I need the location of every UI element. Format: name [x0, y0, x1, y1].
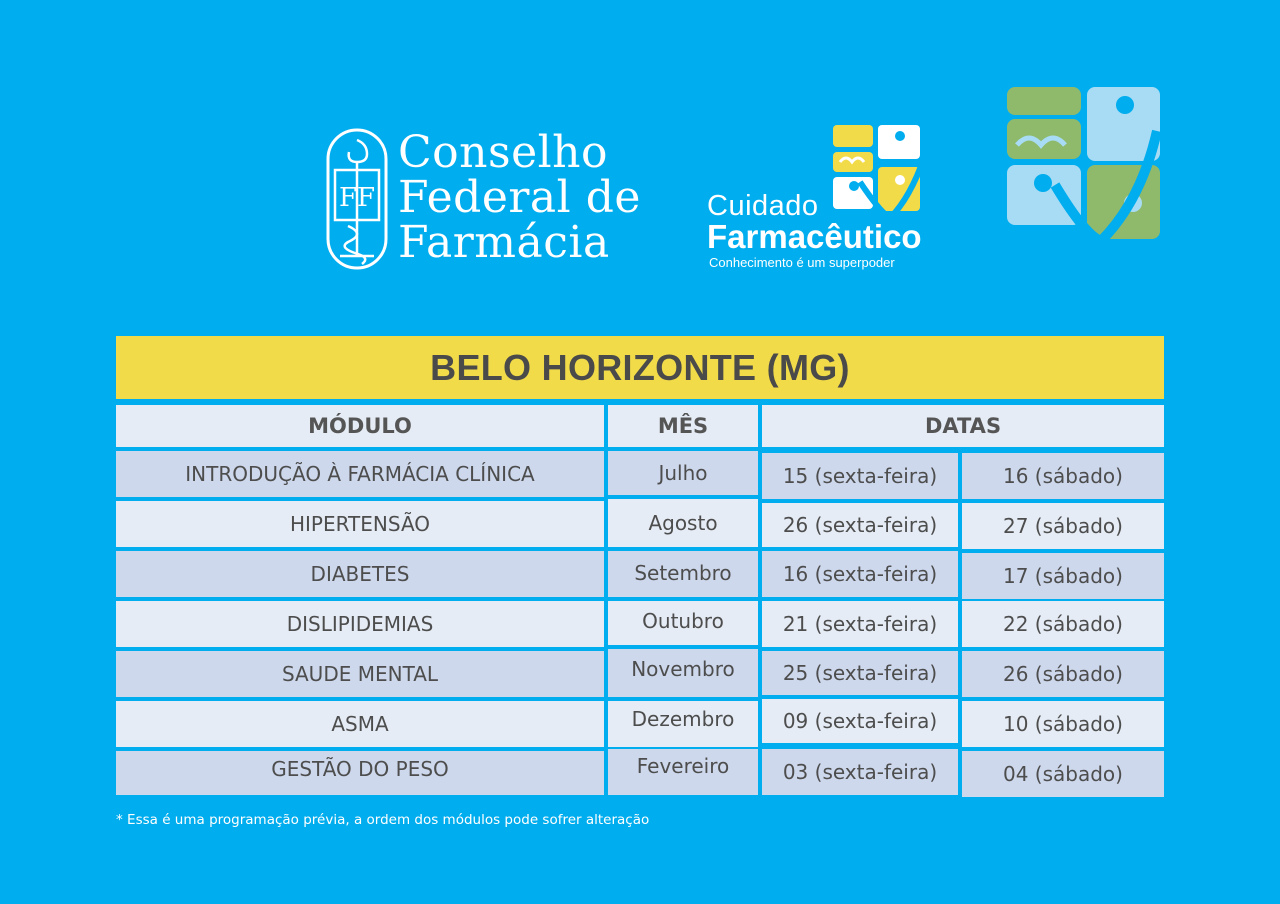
header-month — [608, 405, 758, 447]
table-row-date1: 21 (sexta-feira) — [782, 612, 938, 636]
table-row-date2: 27 (sábado) — [1003, 514, 1123, 538]
cff-line-3: Farmácia — [398, 217, 610, 268]
table-row-month: Dezembro — [631, 707, 735, 731]
table-row-month: Setembro — [634, 561, 732, 585]
header-module-label: MÓDULO — [308, 414, 412, 438]
table-row-month: Julho — [658, 461, 708, 485]
row-4-month — [608, 649, 758, 697]
table-row-date1: 03 (sexta-feira) — [782, 760, 938, 784]
table-row-date1: 16 (sexta-feira) — [782, 562, 938, 586]
row-6-date2 — [962, 751, 1164, 797]
row-0-module — [116, 451, 604, 497]
header-dates — [762, 405, 1164, 447]
cf-tagline: Conhecimento é um superpoder — [709, 255, 895, 270]
city-title-bar — [116, 336, 1164, 399]
row-4-date2 — [962, 651, 1164, 697]
table-row-date2: 10 (sábado) — [1003, 712, 1123, 736]
table-row-date2: 26 (sábado) — [1003, 662, 1123, 686]
table-row-module: GESTÃO DO PESO — [271, 757, 449, 781]
row-0-month — [608, 451, 758, 495]
row-3-date1 — [762, 601, 958, 647]
table-row-module: INTRODUÇÃO À FARMÁCIA CLÍNICA — [185, 462, 535, 486]
row-2-date1 — [762, 551, 958, 597]
row-5-date1 — [762, 699, 958, 743]
table-row-month: Agosto — [648, 511, 718, 535]
cff-line-1: Conselho — [398, 127, 609, 178]
row-3-month — [608, 601, 758, 645]
heart-mosaic-icon — [1005, 85, 1162, 242]
table-row-month: Novembro — [631, 657, 735, 681]
header-month-label: MÊS — [657, 414, 709, 438]
table-row-date1: 26 (sexta-feira) — [782, 513, 938, 537]
cff-logo — [326, 127, 641, 273]
header-module — [116, 405, 604, 447]
row-2-month — [608, 551, 758, 597]
row-6-date1 — [762, 749, 958, 795]
row-4-date1 — [762, 651, 958, 695]
city-title: BELO HORIZONTE (MG) — [430, 346, 850, 388]
table-row-date2: 04 (sábado) — [1003, 762, 1123, 786]
table-row-date2: 22 (sábado) — [1003, 612, 1123, 636]
row-6-month — [608, 749, 758, 795]
row-3-date2 — [962, 601, 1164, 647]
row-4-module — [116, 651, 604, 697]
cf-line-1: Cuidado — [707, 190, 819, 222]
heart-people-icon — [830, 122, 930, 222]
table-row-date1: 09 (sexta-feira) — [782, 709, 938, 733]
row-0-date2 — [962, 453, 1164, 499]
row-5-module — [116, 701, 604, 747]
table-row-month: Fevereiro — [636, 754, 730, 778]
row-6-module — [116, 751, 604, 795]
footnote: * Essa é uma programação prévia, a ordem dos módulos pode sofrer alteração — [116, 812, 650, 828]
row-1-month — [608, 499, 758, 547]
row-5-date2 — [962, 701, 1164, 747]
row-1-date1 — [762, 503, 958, 547]
table-row-date2: 16 (sábado) — [1003, 464, 1123, 488]
row-2-date2 — [962, 553, 1164, 599]
row-0-date1 — [762, 453, 958, 499]
cff-wordmark — [398, 127, 641, 268]
row-3-module — [116, 601, 604, 647]
table-row-module: HIPERTENSÃO — [289, 512, 431, 536]
cff-line-2: Federal de — [398, 172, 641, 223]
row-1-date2 — [962, 503, 1164, 549]
table-row-module: SAUDE MENTAL — [281, 662, 439, 686]
cff-emblem-icon — [326, 128, 388, 270]
table-row-module: DIABETES — [310, 562, 410, 586]
table-row-date1: 25 (sexta-feira) — [782, 661, 938, 685]
table-row-module: ASMA — [331, 712, 389, 736]
row-2-module — [116, 551, 604, 597]
header-dates-label: DATAS — [924, 414, 1002, 438]
cuidado-farmaceutico-logo — [705, 122, 935, 272]
cf-line-2: Farmacêutico — [707, 218, 922, 255]
row-1-module — [116, 501, 604, 547]
table-row-module: DISLIPIDEMIAS — [286, 612, 434, 636]
table-row-date1: 15 (sexta-feira) — [782, 464, 938, 488]
table-row-month: Outubro — [642, 609, 724, 633]
table-row-date2: 17 (sábado) — [1003, 564, 1123, 588]
svg-text:FF: FF — [338, 183, 376, 213]
row-5-month — [608, 701, 758, 747]
